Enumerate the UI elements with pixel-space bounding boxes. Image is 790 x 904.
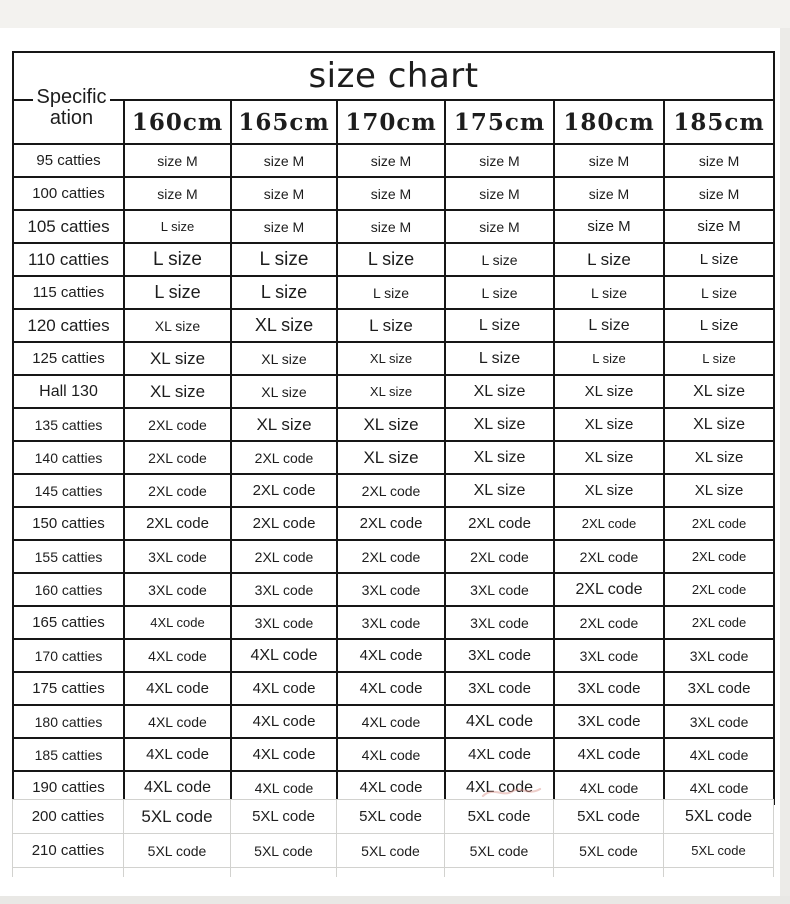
size-cell: XL size [231, 375, 337, 408]
size-cell: 5XL code [231, 834, 337, 868]
size-cell: size M [664, 177, 774, 210]
size-cell: XL size [554, 375, 664, 408]
table-row [13, 441, 774, 474]
table-row [13, 177, 774, 210]
size-cell: 3XL code [124, 540, 231, 573]
table-row [13, 705, 774, 738]
size-cell: L size [445, 309, 554, 342]
size-cell: 2XL code [445, 540, 554, 573]
size-cell: 5XL code [124, 800, 231, 834]
size-cell: size M [554, 177, 664, 210]
size-cell: L size [124, 243, 231, 276]
size-cell: 4XL code [124, 771, 231, 804]
table-row [13, 573, 774, 606]
size-cell: 4XL code [231, 672, 337, 705]
table-row [13, 210, 774, 243]
size-cell: XL size [231, 342, 337, 375]
table-row [13, 738, 774, 771]
weight-label: 120 catties [13, 309, 124, 342]
size-cell: 4XL code [337, 639, 445, 672]
size-cell: XL size [231, 408, 337, 441]
size-cell: 3XL code [231, 573, 337, 606]
table-row [13, 800, 774, 834]
size-cell: size M [664, 144, 774, 177]
size-cell: 4XL code [445, 738, 554, 771]
empty-cell [231, 868, 337, 877]
size-cell: 4XL code [124, 705, 231, 738]
size-cell: XL size [124, 375, 231, 408]
size-cell: 2XL code [664, 507, 774, 540]
page-margin-bottom [0, 896, 790, 904]
empty-cell [13, 868, 124, 877]
watermark-scribble [481, 784, 543, 800]
size-cell: size M [337, 177, 445, 210]
size-cell: size M [445, 177, 554, 210]
table-row [13, 639, 774, 672]
weight-label: 175 catties [13, 672, 124, 705]
size-cell: 5XL code [554, 800, 664, 834]
size-cell: L size [554, 243, 664, 276]
size-cell: 4XL code [124, 738, 231, 771]
column-header-165cm: 165cm [231, 100, 337, 144]
size-cell: 4XL code [124, 606, 231, 639]
size-cell: XL size [337, 441, 445, 474]
size-cell: 2XL code [554, 540, 664, 573]
size-cell: 2XL code [124, 441, 231, 474]
size-cell: 4XL code [337, 738, 445, 771]
size-cell: 3XL code [124, 573, 231, 606]
size-cell: 3XL code [554, 672, 664, 705]
spec-header-text [20, 87, 123, 129]
table-row [13, 144, 774, 177]
size-cell: 3XL code [664, 705, 774, 738]
size-cell: L size [664, 243, 774, 276]
weight-label: 135 catties [13, 408, 124, 441]
size-cell: 4XL code [337, 705, 445, 738]
weight-label: 190 catties [13, 771, 124, 804]
size-cell: XL size [445, 408, 554, 441]
size-cell: 4XL code [231, 771, 337, 804]
size-cell: 4XL code [124, 639, 231, 672]
size-cell: 2XL code [124, 474, 231, 507]
size-cell: 5XL code [664, 800, 774, 834]
size-cell: 4XL code [231, 639, 337, 672]
size-cell: L size [664, 342, 774, 375]
size-cell: 5XL code [445, 800, 554, 834]
weight-label: 160 catties [13, 573, 124, 606]
size-cell: size M [231, 177, 337, 210]
weight-label: Hall 130 [13, 375, 124, 408]
size-cell: 4XL code [554, 771, 664, 804]
size-cell: 2XL code [231, 441, 337, 474]
column-header-185cm: 185cm [664, 100, 774, 144]
size-cell: 3XL code [445, 573, 554, 606]
size-cell: L size [337, 309, 445, 342]
header-row [13, 100, 774, 144]
size-cell: L size [664, 309, 774, 342]
size-cell: 4XL code [124, 672, 231, 705]
size-cell: 2XL code [337, 507, 445, 540]
size-cell: 5XL code [445, 834, 554, 868]
column-header-180cm: 180cm [554, 100, 664, 144]
size-cell: 4XL code [664, 771, 774, 804]
size-cell: 4XL code [337, 672, 445, 705]
size-cell: L size [231, 243, 337, 276]
title-row [13, 52, 774, 100]
size-cell: XL size [664, 441, 774, 474]
size-cell: L size [124, 210, 231, 243]
size-cell: size M [554, 144, 664, 177]
column-header-160cm: 160cm [124, 100, 231, 144]
size-cell: XL size [337, 408, 445, 441]
size-cell: 2XL code [124, 408, 231, 441]
weight-label: 185 catties [13, 738, 124, 771]
size-cell: 2XL code [664, 606, 774, 639]
column-header-175cm: 175cm [445, 100, 554, 144]
weight-label: 165 catties [13, 606, 124, 639]
size-cell: 5XL code [337, 834, 445, 868]
size-cell: XL size [554, 474, 664, 507]
size-cell: 5XL code [554, 834, 664, 868]
size-cell: L size [554, 342, 664, 375]
table-row [13, 474, 774, 507]
size-cell: 2XL code [337, 474, 445, 507]
size-cell: L size [337, 243, 445, 276]
size-cell: 4XL code [231, 738, 337, 771]
size-cell: 3XL code [554, 639, 664, 672]
size-cell: L size [124, 276, 231, 309]
table-row [13, 243, 774, 276]
weight-label: 210 catties [13, 834, 124, 868]
size-cell: L size [445, 342, 554, 375]
size-cell: size M [445, 144, 554, 177]
page-margin-top [0, 0, 790, 28]
page-title: size chart [13, 52, 774, 100]
size-cell: 2XL code [554, 573, 664, 606]
size-cell: 4XL code [445, 705, 554, 738]
table-row [13, 375, 774, 408]
weight-label: 115 catties [13, 276, 124, 309]
size-cell: XL size [445, 375, 554, 408]
size-cell: L size [554, 276, 664, 309]
empty-stub-row [13, 868, 774, 877]
size-cell: XL size [337, 375, 445, 408]
size-cell: 5XL code [664, 834, 774, 868]
table-row [13, 540, 774, 573]
size-cell: XL size [337, 342, 445, 375]
size-cell: XL size [231, 309, 337, 342]
weight-label: 100 catties [13, 177, 124, 210]
size-cell: 3XL code [664, 639, 774, 672]
weight-label: 170 catties [13, 639, 124, 672]
size-cell: XL size [124, 309, 231, 342]
size-cell: XL size [664, 408, 774, 441]
size-cell: 2XL code [664, 540, 774, 573]
table-row [13, 408, 774, 441]
weight-label: 200 catties [13, 800, 124, 834]
size-cell: size M [445, 210, 554, 243]
size-cell: 3XL code [664, 672, 774, 705]
size-cell: 3XL code [231, 606, 337, 639]
size-cell: 4XL code [554, 738, 664, 771]
size-cell: XL size [445, 474, 554, 507]
empty-cell [337, 868, 445, 877]
size-cell: 5XL code [231, 800, 337, 834]
size-cell: 2XL code [231, 474, 337, 507]
size-cell: L size [445, 276, 554, 309]
size-cell: 3XL code [445, 639, 554, 672]
empty-cell [664, 868, 774, 877]
weight-label: 110 catties [13, 243, 124, 276]
empty-cell [445, 868, 554, 877]
table-row [13, 507, 774, 540]
table-row [13, 834, 774, 868]
size-cell: 4XL code [231, 705, 337, 738]
size-cell: 2XL code [554, 507, 664, 540]
size-cell: XL size [445, 441, 554, 474]
size-cell: 2XL code [124, 507, 231, 540]
size-cell: 3XL code [445, 606, 554, 639]
page-margin-right [780, 28, 790, 896]
size-cell: XL size [664, 474, 774, 507]
weight-label: 105 catties [13, 210, 124, 243]
table-row [13, 342, 774, 375]
size-cell: L size [231, 276, 337, 309]
weight-label: 140 catties [13, 441, 124, 474]
size-cell: 4XL code [664, 738, 774, 771]
weight-label: 145 catties [13, 474, 124, 507]
spec-header-line1: Specific [33, 87, 109, 108]
size-cell: L size [664, 276, 774, 309]
weight-label: 150 catties [13, 507, 124, 540]
size-cell: L size [445, 243, 554, 276]
size-cell: XL size [554, 408, 664, 441]
size-cell: size M [337, 210, 445, 243]
size-cell: 2XL code [445, 507, 554, 540]
size-cell: 5XL code [124, 834, 231, 868]
size-cell: 4XL code [445, 771, 554, 804]
size-cell: 3XL code [337, 606, 445, 639]
size-cell: 5XL code [337, 800, 445, 834]
weight-label: 180 catties [13, 705, 124, 738]
weight-label: 155 catties [13, 540, 124, 573]
empty-cell [124, 868, 231, 877]
table-row [13, 309, 774, 342]
size-cell: size M [124, 144, 231, 177]
size-cell: size M [337, 144, 445, 177]
size-cell: 4XL code [337, 771, 445, 804]
size-cell: 3XL code [554, 705, 664, 738]
size-cell: size M [554, 210, 664, 243]
table-row [13, 276, 774, 309]
size-cell: size M [664, 210, 774, 243]
table-row [13, 606, 774, 639]
size-cell: size M [231, 210, 337, 243]
size-chart-table [12, 51, 775, 805]
empty-cell [554, 868, 664, 877]
size-cell: 2XL code [664, 573, 774, 606]
spec-header-line2: ation [47, 108, 96, 129]
size-cell: XL size [554, 441, 664, 474]
size-cell: L size [554, 309, 664, 342]
column-header-170cm: 170cm [337, 100, 445, 144]
size-cell: 2XL code [337, 540, 445, 573]
size-cell: XL size [664, 375, 774, 408]
spec-header [13, 86, 124, 144]
size-cell: L size [337, 276, 445, 309]
size-cell: size M [231, 144, 337, 177]
extra-sizes-table [12, 799, 774, 877]
size-cell: 2XL code [231, 540, 337, 573]
weight-label: 95 catties [13, 144, 124, 177]
size-cell: XL size [124, 342, 231, 375]
size-cell: 2XL code [231, 507, 337, 540]
weight-label: 125 catties [13, 342, 124, 375]
size-cell: 3XL code [337, 573, 445, 606]
size-cell: 3XL code [445, 672, 554, 705]
size-cell: size M [124, 177, 231, 210]
table-row [13, 672, 774, 705]
size-cell: 2XL code [554, 606, 664, 639]
